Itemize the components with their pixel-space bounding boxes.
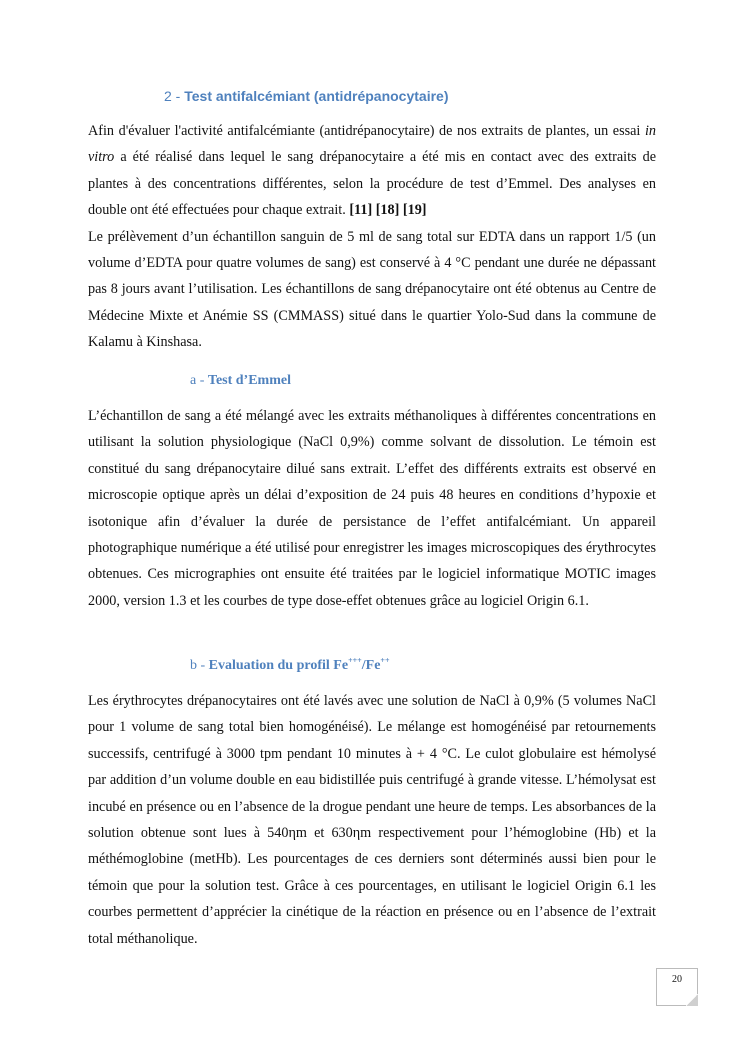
text-run: a été réalisé dans lequel le sang drépanocytaire a été mis en contact avec des extraits de plantes à des concentrations différentes, selon la procédure de test d’Emmel. Des analyses en double ont été effectuées pour chaque extrait. [88, 149, 656, 219]
superscript: +++ [348, 656, 362, 665]
page-fold-icon [686, 994, 698, 1006]
subsection-title: Test d’Emmel [207, 373, 291, 388]
text-run: Le prélèvement d’un échantillon sanguin de 5 ml de sang total sur EDTA dans un rapport 1/5 (un volume d’EDTA pour quatre volumes de sang) est conservé à 4 °C pendant une durée ne dépassant pas 8 jours avant l’utilisation. Les échantillons de sang drépanocytaire ont été obtenus au Centre de Médecine Mixte et Anémie SS (CMMASS) situé dans le quartier Yolo-Sud dans la commune de Kalamu à Kinshasa. [88, 228, 656, 351]
italic-text: in vitro [88, 123, 656, 166]
paragraph-emmel: L’échantillon de sang a été mélangé avec les extraits méthanoliques à différentes concentrations en utilisant la solution physiologique (NaCl 0,9%) comme solvant de dissolution. Le témoin est constitué du sang drépanocytaire dilué sans extrait. L’effet des différents extraits est observé en microscopie optique après un délai d’exposition de 24 puis 48 heures en conditions d’hypoxie et isotonique afin d’évaluer la durée de persistance de l’effet antifalcémiant. Un appareil photographique numérique a été utilisé pour enregistrer les images microscopiques des érythrocytes obtenues. Ces micrographies ont ensuite été traitées par le logiciel informatique MOTIC images 2000, version 1.3 et les courbes de type dose-effet obtenues grâce au logiciel Origin 6.1. [88, 408, 656, 609]
paragraph-fe-profile: Les érythrocytes drépanocytaires ont été lavés avec une solution de NaCl à 0,9% (5 volumes NaCl pour 1 volume de sang total bien homogénéisé). Le mélange est homogénéisé par retournements successifs, centrifugé à 3000 tpm pendant 10 minutes à + 4 °C. Le culot globulaire est hémolysé par addition d’un volume double en eau bidistillée puis centrifugé à grande vitesse. L’hémolysat est incubé en présence ou en l’absence de la drogue pendant une heure de temps. Les absorbances de la solution obtenue sont lues à 540ηm et 630ηm respectivement pour l’hémoglobine (Hb) et la méthémoglobine (metHb). Les pourcentages de ces derniers sont déterminés aussi bien pour le témoin que pour la solution test. Grâce à ces pourcentages, en utilisant le logiciel Origin 6.1 les courbes permettent d’apprécier la cinétique de la réaction en présence ou en l’absence de l’extrait total méthanolique. [88, 693, 656, 947]
section-number: 2 - [164, 88, 185, 104]
subsection-number: b - [190, 658, 209, 673]
section-heading-2 [164, 88, 448, 104]
text-run: Afin d'évaluer l'activité antifalcémiante (antidrépanocytaire) de nos extraits de plantes, un essai [88, 123, 645, 139]
paragraph-intro [88, 118, 656, 356]
subsection-heading-b [190, 656, 390, 674]
subsection-title: Evaluation du profil Fe [208, 658, 349, 673]
references: [11] [18] [19] [349, 202, 427, 219]
page-number: 20 [656, 968, 698, 1006]
superscript: ++ [380, 656, 390, 665]
subsection-heading-a [190, 373, 291, 389]
subsection-number: a - [190, 373, 208, 388]
subsection-title-part: /Fe [361, 658, 381, 673]
section-title: Test antifalcémiant (antidrépanocytaire) [184, 88, 449, 104]
